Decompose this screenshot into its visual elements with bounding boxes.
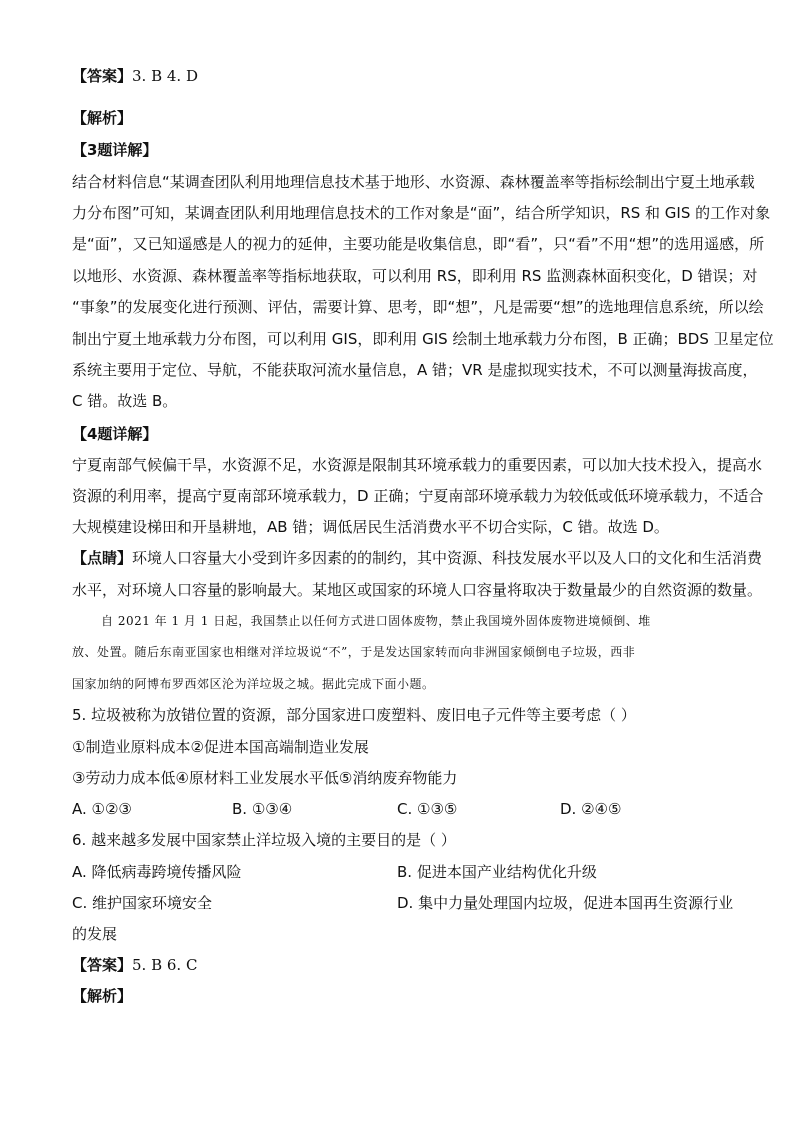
q6-stem: 6. 越来越多发展中国家禁止洋垃圾入境的主要目的是（ ） (72, 831, 456, 849)
answer-text: 5. B 6. C (132, 956, 198, 974)
q3-line: 力分布图”可知，某调查团队利用地理信息技术的工作对象是“面”，结合所学知识，RS 和 GIS 的工作对象 (72, 204, 771, 222)
answer-text: 3. B 4. D (132, 67, 198, 85)
q5-option-b: B. ①③④ (232, 800, 293, 818)
q5-stem: 5. 垃圾被称为放错位置的资源，部分国家进口废塑料、废旧电子元件等主要考虑（ ） (72, 706, 636, 724)
q4-line: 宁夏南部气候偏干旱，水资源不足，水资源是限制其环境承载力的重要因素，可以加大技术投入，提高水 (72, 456, 763, 474)
q5-item-line: ①制造业原料成本②促进本国高端制造业发展 (72, 738, 369, 756)
answer-line-5-6 (72, 955, 722, 975)
q6-option-a: A. 降低病毒跨境传播风险 (72, 863, 242, 881)
analysis-label: 【解析】 (72, 987, 133, 1005)
tip-line-1 (72, 548, 763, 568)
q3-line: 以地形、水资源、森林覆盖率等指标地获取，可以利用 RS，即利用 RS 监测森林面积变化，D 错误；对 (72, 267, 758, 285)
analysis-label: 【解析】 (72, 109, 133, 127)
answer-label: 【答案】 (72, 956, 133, 974)
q6-option-d: D. 集中力量处理国内垃圾，促进本国再生资源行业 (397, 894, 734, 912)
q3-line: C 错。故选 B。 (72, 392, 178, 410)
answer-label: 【答案】 (72, 67, 133, 85)
q3-detail-title: 【3题详解】 (72, 141, 158, 159)
q4-line: 大规模建设梯田和开垦耕地，AB 错；调低居民生活消费水平不切合实际，C 错。故选 D。 (72, 518, 669, 536)
q5-option-c: C. ①③⑤ (397, 800, 458, 818)
q5-option-d: D. ②④⑤ (560, 800, 622, 818)
material-line: 国家加纳的阿博布罗西郊区沦为洋垃圾之城。据此完成下面小题。 (72, 677, 435, 691)
q3-line: 制出宁夏土地承载力分布图，可以利用 GIS，即利用 GIS 绘制土地承载力分布图，B 正确；BDS 卫星定位 (72, 330, 774, 348)
q5-item-line: ③劳动力成本低④原材料工业发展水平低⑤消纳废弃物能力 (72, 769, 458, 787)
material-line: 放、处置。随后东南亚国家也相继对洋垃圾说“不”，于是发达国家转而向非洲国家倾倒电子垃圾，西非 (72, 645, 636, 659)
q4-detail-title: 【4题详解】 (72, 425, 158, 443)
material-line: 自 2021 年 1 月 1 日起，我国禁止以任何方式进口固体废物，禁止我国境外固体废物进境倾倒、堆 (101, 614, 651, 628)
q3-line: 结合材料信息“某调查团队利用地理信息技术基于地形、水资源、森林覆盖率等指标绘制出宁夏土地承载 (72, 173, 755, 191)
tip-line: 水平，对环境人口容量的影响最大。某地区或国家的环境人口容量将取决于数量最少的自然资源的数量。 (72, 581, 763, 599)
q4-line: 资源的利用率，提高宁夏南部环境承载力，D 正确；宁夏南部环境承载力为较低或低环境承载力，不适合 (72, 487, 764, 505)
q6-option-d-continued: 的发展 (72, 925, 118, 943)
tip-label: 【点睛】 (72, 549, 133, 567)
tip-text: 环境人口容量大小受到许多因素的的制约，其中资源、科技发展水平以及人口的文化和生活消费 (132, 549, 763, 567)
q3-line: 是“面”，又已知遥感是人的视力的延伸，主要功能是收集信息，即“看”，只“看”不用“想”的选用遥感，所 (72, 235, 765, 253)
q6-option-c: C. 维护国家环境安全 (72, 894, 213, 912)
q5-option-a: A. ①②③ (72, 800, 132, 818)
answer-line-3-4 (72, 66, 722, 86)
q3-line: 系统主要用于定位、导航，不能获取河流水量信息，A 错；VR 是虚拟现实技术，不可以测量海拔高度， (72, 361, 758, 379)
q3-line: “事象”的发展变化进行预测、评估，需要计算、思考，即“想”，凡是需要“想”的选地理信息系统，所以绘 (72, 298, 764, 316)
q6-option-b: B. 促进本国产业结构优化升级 (397, 863, 597, 881)
